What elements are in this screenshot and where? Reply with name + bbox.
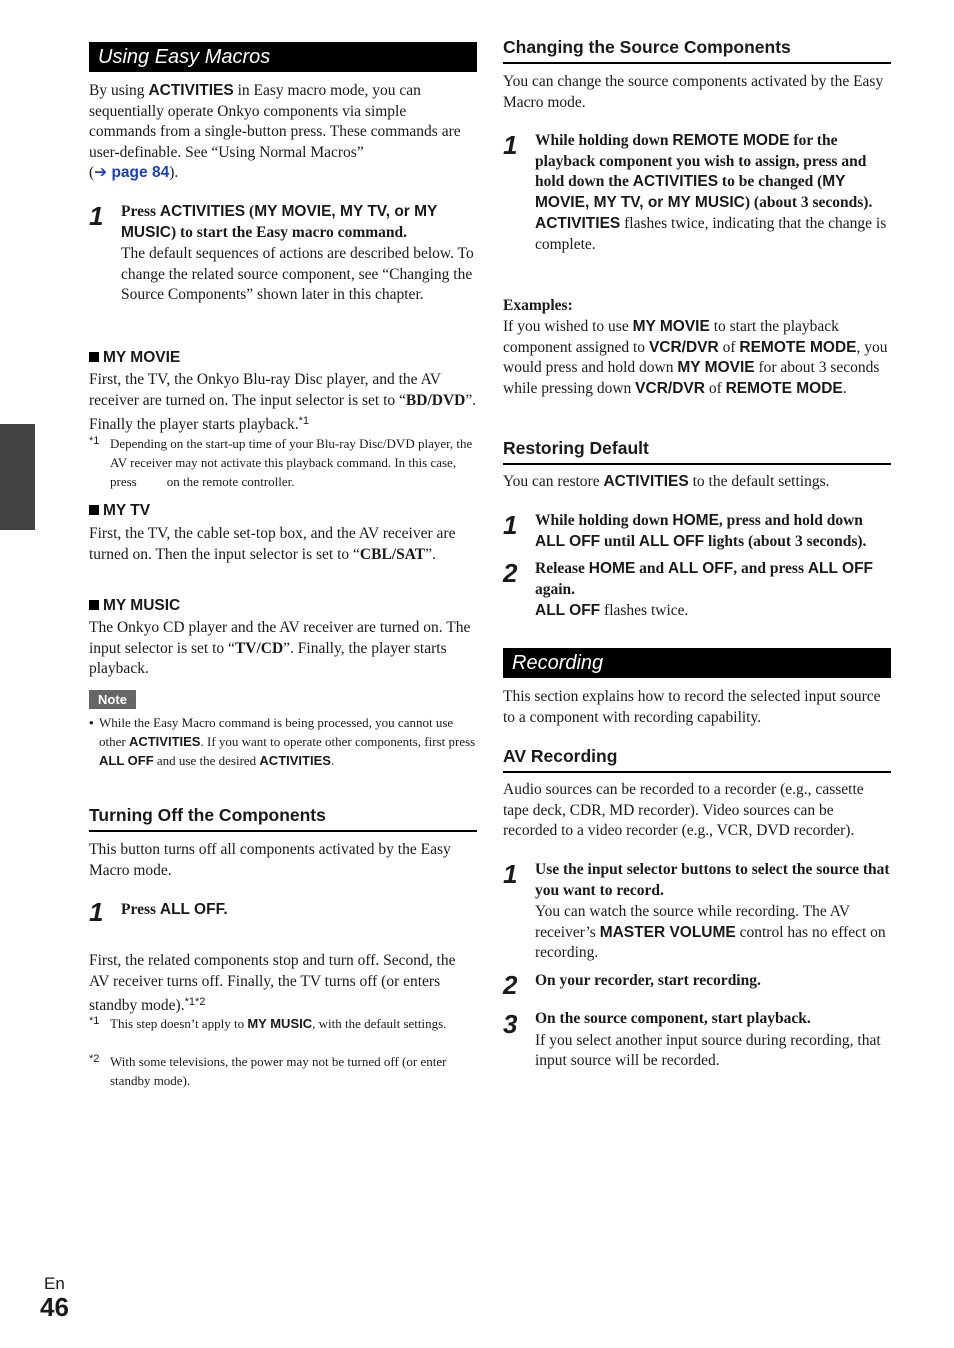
step-1-start-macro: Press ACTIVITIES (MY MOVIE, MY TV, or MY MUSIC) to start the Easy macro command. The default sequences of actions are described below. To change the related source component, see “Changing the Source Components” shown later in this chapter.	[121, 203, 474, 303]
turning-off-intro: This button turns off all components activated by the Easy Macro mode.	[89, 841, 451, 879]
step-restore-1: While holding down HOME, press and hold down ALL OFF until ALL OFF lights (about 3 seconds).	[535, 512, 867, 550]
step-number: 1	[89, 201, 104, 231]
changing-source-heading: Changing the Source Components	[503, 37, 891, 64]
step-restore-2: Release HOME and ALL OFF, and press ALL OFF again. ALL OFF flashes twice.	[535, 560, 874, 619]
page-number: 46	[40, 1292, 69, 1322]
recording-intro: This section explains how to record the selected input source to a component with recording capability.	[503, 688, 881, 726]
step-number: 1	[89, 897, 104, 927]
step-number: 2	[503, 970, 518, 1000]
step-press-all-off: Press ALL OFF.	[121, 901, 228, 918]
restoring-default-intro: You can restore ACTIVITIES to the default settings.	[503, 473, 830, 490]
av-recording-intro: Audio sources can be recorded to a recorder (e.g., cassette tape deck, CDR, MD recorder). Video sources can be recorded to a video recorder (e.g., VCR, DVD recorder).	[503, 781, 864, 839]
av-recording-heading: AV Recording	[503, 746, 891, 773]
examples-paragraph: If you wished to use MY MOVIE to start the playback component assigned to VCR/DVR of REMOTE MODE, you would press and hold down MY MOVIE for about 3 seconds while pressing down VCR/DVR of REMOTE MODE.	[503, 318, 888, 397]
changing-source-intro: You can change the source components activated by the Easy Macro mode.	[503, 73, 884, 111]
chapter-side-tab	[0, 424, 35, 530]
section-title-using-easy-macros: Using Easy Macros	[89, 42, 477, 72]
step-number: 2	[503, 558, 518, 588]
my-movie-paragraph: First, the TV, the Onkyo Blu-ray Disc player, and the AV receiver are turned on. The input selector is set to “BD/DVD”. Finally the player starts playback.$^{*1}$	[89, 371, 477, 433]
step-change-source: While holding down REMOTE MODE for the playback component you wish to assign, press and hold down the ACTIVITIES to be changed (MY MOVIE, MY TV, or MY MUSIC) (about 3 seconds). ACTIVITIES flashes twice, indicating that the change is complete.	[535, 132, 887, 253]
step-number: 1	[503, 510, 518, 540]
turning-off-heading: Turning Off the Components	[89, 805, 477, 832]
step-record-1: Use the input selector buttons to select the source that you want to record. You can watch the source while recording. The AV receiver’s MASTER VOLUME control has no effect on recording.	[535, 861, 890, 961]
footnote-my-movie: *1 Depending on the start-up time of your Blu-ray Disc/DVD player, the AV receiver may not activate this playback command. In this case, press on the remote controller.	[89, 435, 473, 489]
language-label: En	[44, 1274, 65, 1293]
footnote-2: *2 With some televisions, the power may not be turned off (or enter standby mode).	[89, 1053, 447, 1088]
step-record-3: On the source component, start playback. If you select another input source during recording, that input source will be recorded.	[535, 1010, 881, 1069]
my-music-heading: MY MUSIC	[89, 597, 180, 615]
step-number: 1	[503, 130, 518, 160]
my-tv-heading: MY TV	[89, 502, 150, 520]
note-badge: Note	[89, 690, 136, 709]
step-record-2: On your recorder, start recording.	[535, 972, 761, 989]
page-link[interactable]: ➔ page 84	[94, 164, 170, 181]
turning-off-result: First, the related components stop and turn off. Second, the AV receiver turns off. Finally, the TV turns off (or enters standby mode).$^{*1*2}$	[89, 952, 456, 1014]
examples-heading: Examples:	[503, 297, 573, 314]
my-tv-paragraph: First, the TV, the cable set-top box, and the AV receiver are turned on. Then the input selector is set to “CBL/SAT”.	[89, 525, 456, 563]
note-text: • While the Easy Macro command is being processed, you cannot use other ACTIVITIES. If you want to operate other components, first press ALL OFF and use the desired ACTIVITIES.	[89, 715, 476, 768]
my-music-paragraph: The Onkyo CD player and the AV receiver are turned on. The input selector is set to “TV/CD”. Finally, the player starts playback.	[89, 619, 471, 677]
restoring-default-heading: Restoring Default	[503, 438, 891, 465]
section-title-recording: Recording	[503, 648, 891, 678]
my-movie-heading: MY MOVIE	[89, 349, 180, 367]
intro-paragraph: By using ACTIVITIES in Easy macro mode, you can sequentially operate Onkyo components via simple commands from a single-button press. These commands are user-definable. See “Using Normal Macros” (➔ page 84).	[89, 82, 461, 181]
step-number: 1	[503, 859, 518, 889]
step-number: 3	[503, 1009, 518, 1039]
footnote-1: *1 This step doesn’t apply to MY MUSIC, with the default settings.	[89, 1015, 447, 1031]
